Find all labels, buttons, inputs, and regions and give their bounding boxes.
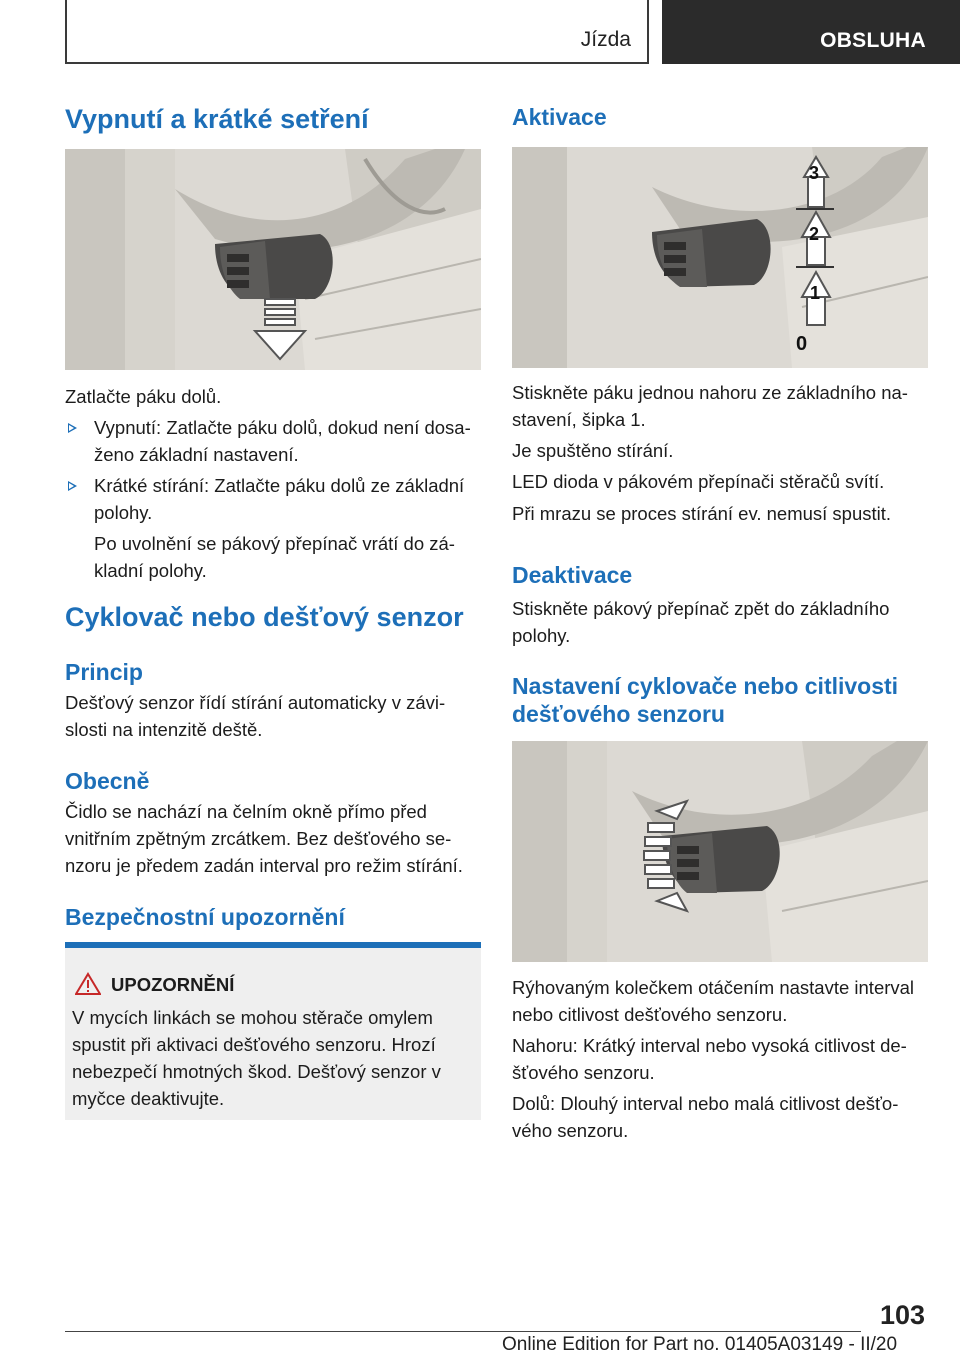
paragraph-frost-note: Při mrazu se proces stírání ev. nemusí spustit.: [512, 503, 892, 524]
heading-off-and-short-wipe: Vypnutí a krátké setření: [65, 104, 369, 134]
header-section-box: [65, 0, 649, 64]
paragraph-principle: Dešťový senzor řídí stírání automaticky v závi‐ slosti na intenzitě deště.: [65, 692, 446, 740]
footer-edition: Online Edition for Part no. 01405A03149 - II/20: [502, 1334, 898, 1355]
heading-safety: Bezpečnostní upozornění: [65, 904, 345, 930]
figure-label-2: 2: [809, 224, 820, 244]
bullet-list-off: [65, 414, 481, 584]
paragraph-general: Čidlo se nachází na čelním okně přímo před vnitřním zpětným zrcátkem. Bez dešťového se‐ nzoru je předem zadán interval pro režim stírání.: [65, 801, 463, 876]
paragraph-down-long-interval: Dolů: Dlouhý interval nebo malá citlivost dešťo‐ vého senzoru.: [512, 1093, 899, 1141]
paragraph-turn-wheel: Rýhovaným kolečkem otáčením nastavte interval nebo citlivost dešťového senzoru.: [512, 977, 915, 1025]
bullet-item-short-wipe: Krátké stírání: Zatlačte páku dolů ze základní polohy. Po uvolnění se pákový přepínač vrátí do zá‐ kladní polohy.: [65, 472, 481, 584]
warning-title: UPOZORNĚNÍ: [111, 974, 235, 995]
heading-cycle-or-rain-sensor: Cyklovač nebo dešťový senzor: [65, 602, 464, 632]
paragraph-led-lights: LED dioda v pákovém přepínači stěračů svítí.: [512, 471, 885, 492]
footer-divider: [65, 1331, 861, 1332]
paragraph-deactivate: Stiskněte pákový přepínač zpět do základního polohy.: [512, 598, 890, 646]
figure-label-1: 1: [810, 283, 821, 303]
paragraph-wiping-started: Je spuštěno stírání.: [512, 440, 674, 461]
heading-activation: Aktivace: [512, 104, 607, 130]
warning-text: V mycích linkách se mohou stěrače omylem spustit při aktivaci dešťového senzoru. Hrozí nebezpečí hmotných škod. Dešťový senzor v myčce deaktivujte.: [72, 1007, 441, 1109]
warning-box: [65, 942, 481, 1120]
page-number: 103: [880, 1300, 926, 1330]
heading-general: Obecně: [65, 768, 150, 794]
figure-lever-up-positions: [512, 147, 928, 368]
header-section-title: Jízda: [580, 28, 631, 51]
heading-adjust-interval-sensitivity: Nastavení cyklovače nebo citlivosti dešťového senzoru: [512, 673, 899, 727]
bullet-item-off: Vypnutí: Zatlačte páku dolů, dokud není dosa‐ ženo základní nastavení.: [65, 414, 481, 468]
figure-knurled-wheel: [512, 741, 928, 962]
paragraph-activate-push-up: Stiskněte páku jednou nahoru ze základního na‐ stavení, šipka 1.: [512, 382, 908, 430]
warning-triangle-icon: [75, 972, 101, 995]
figure-label-0: 0: [796, 333, 808, 355]
bullet-triangle-icon: [68, 481, 77, 491]
bullet-triangle-icon: [68, 423, 77, 433]
figure-lever-down: [65, 149, 481, 370]
heading-principle: Princip: [65, 659, 143, 685]
figure-label-3: 3: [809, 163, 820, 183]
bullet-item-short-wipe-note: Po uvolnění se pákový přepínač vrátí do zá‐ kladní polohy.: [94, 533, 455, 581]
paragraph-up-short-interval: Nahoru: Krátký interval nebo vysoká citlivost de‐ šťového senzoru.: [512, 1035, 907, 1083]
header-chapter-title: OBSLUHA: [820, 29, 926, 52]
header-chapter-box: [662, 0, 960, 64]
heading-deactivation: Deaktivace: [512, 562, 633, 588]
paragraph-push-down: Zatlačte páku dolů.: [65, 386, 222, 407]
